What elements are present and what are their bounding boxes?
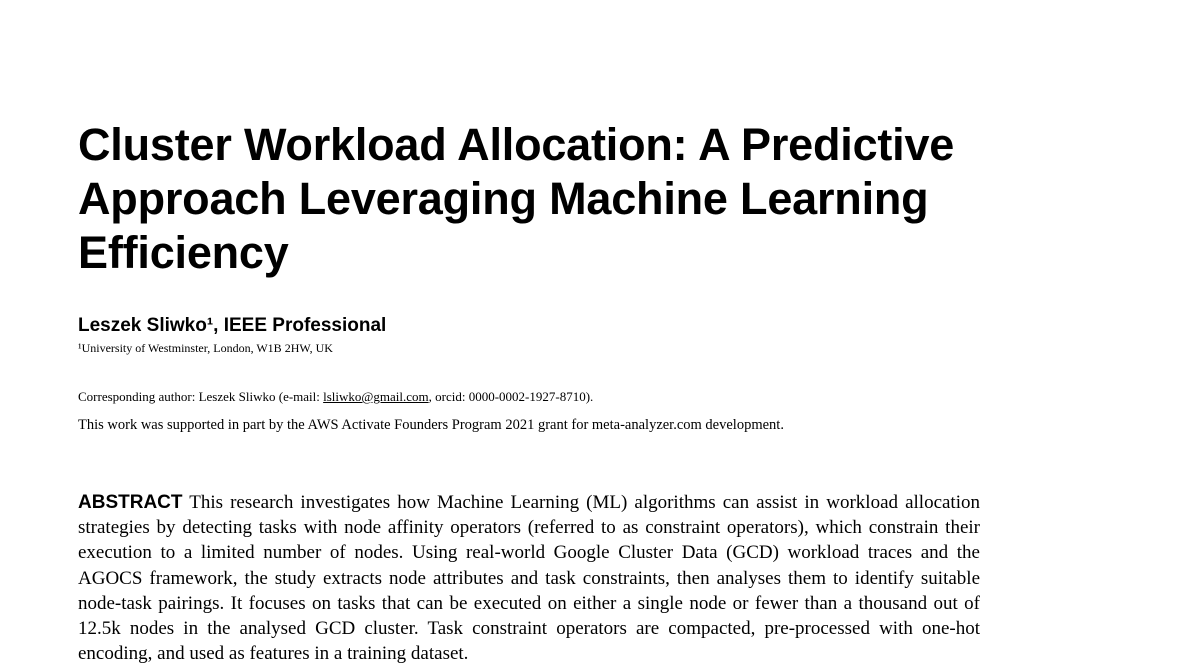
corresponding-prefix: Corresponding author: Leszek Sliwko (e-mail:	[78, 389, 324, 404]
corresponding-author	[78, 388, 593, 406]
abstract-paragraph	[78, 490, 980, 666]
paper-title	[78, 118, 1038, 280]
corresponding-suffix: , orcid: 0000-0002-1927-8710).	[428, 389, 594, 404]
title-line: Cluster Workload Allocation: A Predictive	[78, 119, 955, 170]
abstract-text: This research investigates how Machine Learning (ML) algorithms can assist in workload allocation strategies by detecting tasks with node affinity operators (referred to as constraint operators), which constrain their execution to a limited number of nodes. Using real-world Google Cluster Data (GCD) workload traces and the AGOCS framework, the study extracts node attributes and task constraints, then analyses them to identify suitable node-task pairings. It focuses on tasks that can be executed on either a single node or fewer than a thousand out of 12.5k nodes in the analysed GCD cluster. Task constraint operators are compacted, pre-processed with one-hot encoding, and used as features in a training dataset.	[78, 492, 980, 665]
title-line: Efficiency	[78, 227, 289, 278]
title-line: Approach Leveraging Machine Learning	[78, 173, 929, 224]
affiliation: ¹University of Westminster, London, W1B 2HW, UK	[78, 341, 333, 355]
funding-note: This work was supported in part by the AWS Activate Founders Program 2021 grant for meta-analyzer.com development.	[78, 417, 784, 433]
author-email-link[interactable]: lsliwko@gmail.com	[323, 389, 429, 404]
author-line: Leszek Sliwko¹, IEEE Professional	[78, 315, 387, 336]
abstract-label: ABSTRACT	[78, 492, 183, 513]
